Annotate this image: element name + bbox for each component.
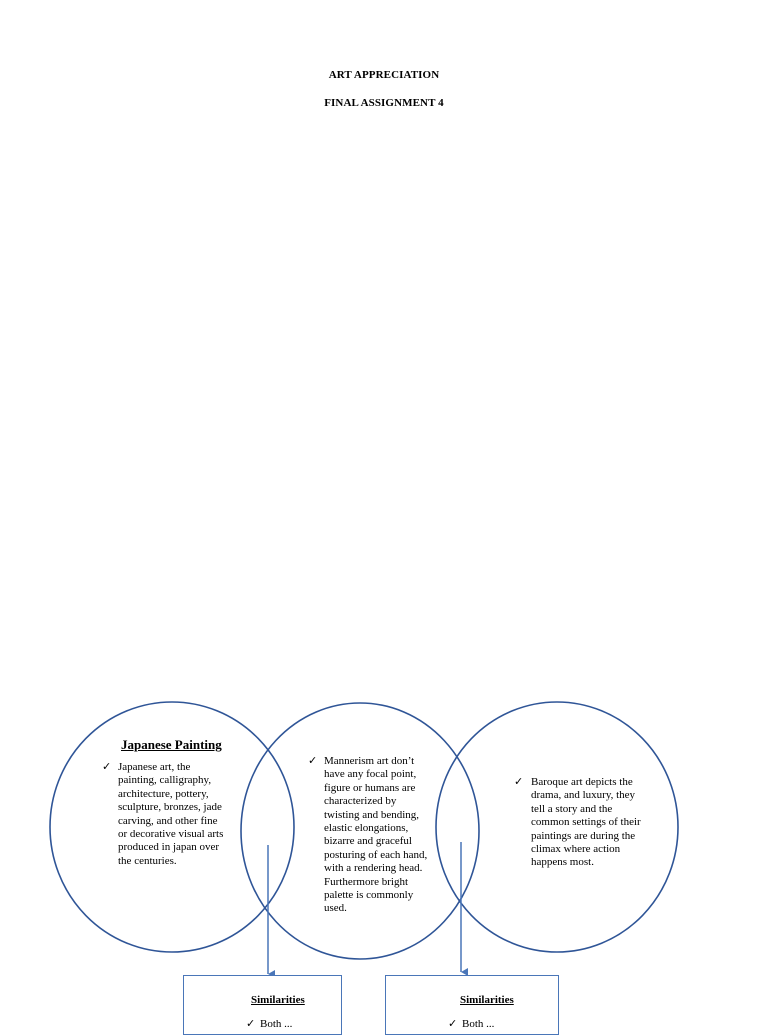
check-icon: ✓ [246, 1018, 256, 1030]
circle-text-baroque: Baroque art depicts the drama, and luxury, they tell a story and the common settings of their paintings are during the climax where action happens most. [531, 776, 641, 869]
similarities-box-left [183, 975, 342, 1035]
document-subtitle: FINAL ASSIGNMENT 4 [324, 97, 444, 109]
similarities-heading: Similarities [460, 994, 514, 1006]
circle-text-japanese-painting: Japanese art, the painting, calligraphy, architecture, pottery, sculpture, bronzes, jade carving, and other fine or decorative visual arts produced in japan over the centuries. [118, 761, 224, 867]
similarities-heading: Similarities [251, 994, 305, 1006]
check-icon: ✓ [448, 1018, 458, 1030]
check-icon: ✓ [308, 755, 318, 767]
check-icon: ✓ [102, 761, 112, 773]
document-title: ART APPRECIATION [328, 69, 440, 81]
check-icon: ✓ [514, 776, 524, 788]
circle-text-mannerism: Mannerism art don’t have any focal point, figure or humans are characterized by twisting and bending, elastic elongations, bizarre and graceful posturing of each hand, with a rendering head. Furthermore bright palette is commonly used. [324, 755, 428, 915]
similarity-item: Both ... [462, 1018, 495, 1030]
similarity-item: Both ... [260, 1018, 293, 1030]
similarities-box-right [385, 975, 559, 1035]
circle-heading-japanese-painting: Japanese Painting [121, 737, 222, 752]
